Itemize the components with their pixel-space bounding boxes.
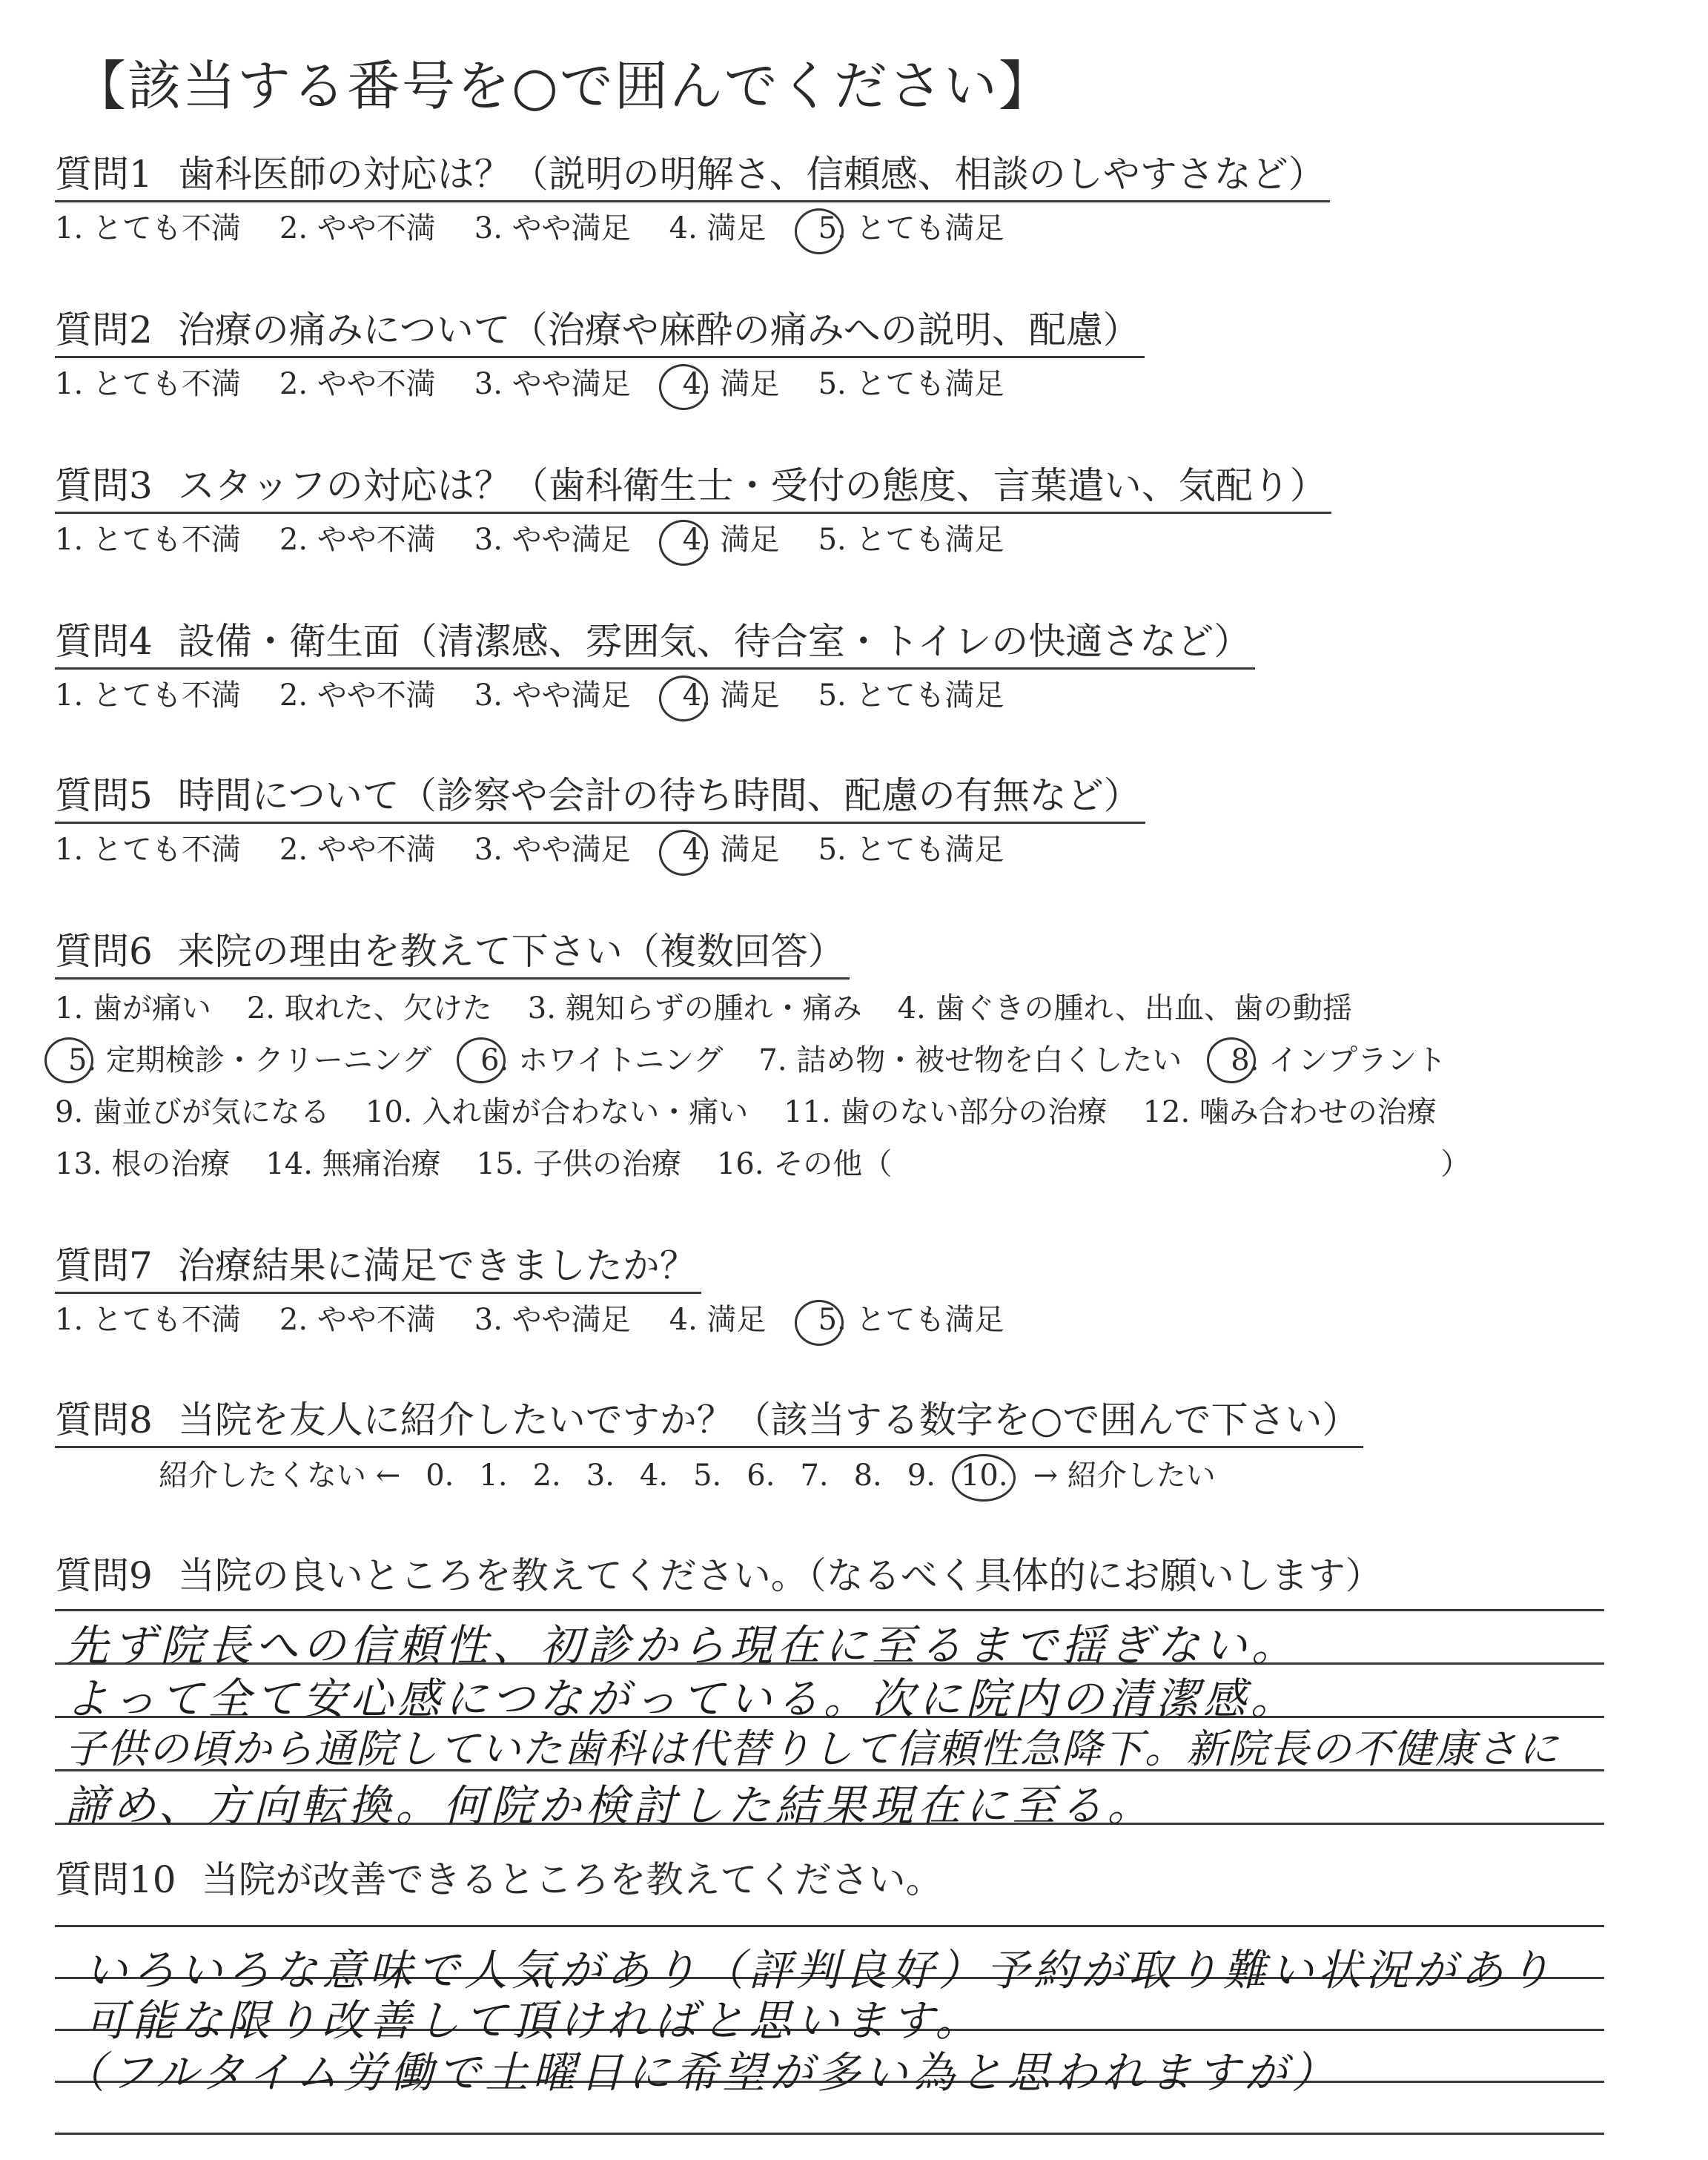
scale-value[interactable]: 9. bbox=[907, 1459, 936, 1493]
option[interactable]: 10. 入れ歯が合わない・痛い bbox=[365, 1095, 749, 1129]
option[interactable]: 3. やや満足 bbox=[474, 1303, 631, 1337]
ruled-line bbox=[55, 1925, 1604, 1927]
scale-value[interactable]: 7. bbox=[800, 1459, 829, 1493]
handwritten-answer-line: 先ず院長への信頼性、初診から現在に至るまで揺ぎない。 bbox=[65, 1620, 1300, 1671]
scale-value[interactable]: 5. bbox=[693, 1459, 722, 1493]
question-5-options bbox=[55, 827, 1145, 873]
option[interactable]: 2. やや不満 bbox=[279, 367, 436, 401]
option[interactable]: 2. 取れた、欠けた bbox=[246, 991, 492, 1025]
question-3-options bbox=[55, 517, 1331, 563]
paren-close: ） bbox=[1440, 1147, 1471, 1181]
question-6-row-3 bbox=[55, 1086, 1506, 1138]
scale-value[interactable]: 8. bbox=[853, 1459, 882, 1493]
option-selected[interactable]: 5. 定期検診・クリーニング bbox=[68, 1043, 432, 1077]
option[interactable]: 5. とても満足 bbox=[818, 678, 1004, 713]
question-1 bbox=[55, 148, 1330, 251]
question-5-heading: 質問5 時間について（診察や会計の待ち時間、配慮の有無など） bbox=[55, 770, 1145, 824]
question-1-heading: 質問1 歯科医師の対応は？（説明の明解さ、信頼感、相談のしやすさなど） bbox=[55, 148, 1330, 202]
question-7-options bbox=[55, 1297, 1042, 1343]
scale-value[interactable]: 4. bbox=[639, 1459, 669, 1493]
option-other[interactable]: 16. その他（ bbox=[716, 1147, 893, 1181]
option[interactable]: 14. 無痛治療 bbox=[265, 1147, 441, 1181]
question-3-heading: 質問3 スタッフの対応は？（歯科衛生士・受付の態度、言葉遣い、気配り） bbox=[55, 460, 1331, 514]
option[interactable]: 9. 歯並びが気になる bbox=[55, 1095, 330, 1129]
option[interactable]: 7. 詰め物・被せ物を白くしたい bbox=[758, 1043, 1182, 1077]
question-10 bbox=[55, 1854, 947, 1906]
scale-value[interactable]: 6. bbox=[747, 1459, 775, 1493]
question-10-heading: 質問10 当院が改善できるところを教えてください。 bbox=[55, 1858, 943, 1901]
option-selected[interactable]: 6. ホワイトニング bbox=[480, 1043, 724, 1077]
option[interactable]: 1. とても不満 bbox=[55, 523, 241, 557]
option[interactable]: 3. 親知らずの腫れ・痛み bbox=[527, 991, 862, 1025]
option[interactable]: 1. とても不満 bbox=[55, 833, 241, 867]
scale-value[interactable]: 0. bbox=[426, 1459, 454, 1493]
option[interactable]: 3. やや満足 bbox=[474, 833, 631, 867]
question-3 bbox=[55, 460, 1331, 563]
option[interactable]: 4. 歯ぐきの腫れ、出血、歯の動揺 bbox=[897, 991, 1352, 1025]
option[interactable]: 2. やや不満 bbox=[279, 1303, 436, 1337]
question-4-options bbox=[55, 673, 1255, 719]
handwritten-answer-line: いろいろな意味で人気があり（評判良好）予約が取り難い状況があり bbox=[85, 1945, 1556, 1995]
question-1-options bbox=[55, 205, 1330, 251]
page-title: 【該当する番号を○で囲んでください】 bbox=[73, 55, 1053, 117]
option[interactable]: 2. やや不満 bbox=[279, 833, 436, 867]
question-6-row-2 bbox=[55, 1034, 1506, 1086]
option[interactable]: 15. 子供の治療 bbox=[476, 1147, 681, 1181]
question-4 bbox=[55, 615, 1255, 719]
option[interactable]: 5. とても満足 bbox=[818, 523, 1004, 557]
handwritten-answer-line: 諦め、方向転換。何院か検討した結果現在に至る。 bbox=[65, 1780, 1155, 1831]
question-6-heading: 質問6 来院の理由を教えて下さい（複数回答） bbox=[55, 925, 850, 980]
option-selected[interactable]: 8. インプラント bbox=[1231, 1043, 1447, 1077]
option[interactable]: 2. やや不満 bbox=[279, 678, 436, 713]
question-6 bbox=[55, 925, 1506, 1190]
scale-value[interactable]: 2. bbox=[532, 1459, 561, 1493]
option-selected[interactable]: 4. 満足 bbox=[682, 678, 780, 713]
question-2 bbox=[55, 304, 1145, 407]
question-6-row-4 bbox=[55, 1138, 1506, 1190]
option[interactable]: 4. 満足 bbox=[669, 211, 767, 245]
handwritten-answer-line: （フルタイム労働で土曜日に希望が多い為と思われますが） bbox=[62, 2047, 1340, 2098]
question-6-row-1 bbox=[55, 982, 1506, 1034]
scale-value-selected[interactable]: 10. bbox=[961, 1453, 1008, 1499]
handwritten-answer-line: 可能な限り改善して頂ければと思います。 bbox=[85, 1995, 983, 2046]
option[interactable]: 11. 歯のない部分の治療 bbox=[784, 1095, 1108, 1129]
option[interactable]: 1. とても不満 bbox=[55, 367, 241, 401]
option[interactable]: 1. とても不満 bbox=[55, 1303, 241, 1337]
question-2-heading: 質問2 治療の痛みについて（治療や麻酔の痛みへの説明、配慮） bbox=[55, 304, 1145, 358]
scale-value[interactable]: 3. bbox=[586, 1459, 615, 1493]
option-selected[interactable]: 5. とても満足 bbox=[818, 1303, 1004, 1337]
option[interactable]: 1. 歯が痛い bbox=[55, 991, 211, 1025]
option[interactable]: 2. やや不満 bbox=[279, 211, 436, 245]
option[interactable]: 1. とても不満 bbox=[55, 678, 241, 713]
question-8 bbox=[55, 1394, 1363, 1499]
scale-value[interactable]: 1. bbox=[479, 1459, 508, 1493]
option[interactable]: 3. やや満足 bbox=[474, 211, 631, 245]
scale-right-label: → 紹介したい bbox=[1033, 1459, 1216, 1493]
question-4-heading: 質問4 設備・衛生面（清潔感、雰囲気、待合室・トイレの快適さなど） bbox=[55, 615, 1255, 670]
question-5 bbox=[55, 770, 1145, 873]
option[interactable]: 5. とても満足 bbox=[818, 833, 1004, 867]
question-9-heading: 質問9 当院の良いところを教えてください。（なるべく具体的にお願いします） bbox=[55, 1554, 1383, 1597]
option[interactable]: 4. 満足 bbox=[669, 1303, 767, 1337]
option-selected[interactable]: 4. 満足 bbox=[682, 833, 780, 867]
option[interactable]: 3. やや満足 bbox=[474, 523, 631, 557]
recommend-scale bbox=[159, 1453, 1363, 1499]
handwritten-answer-line: 子供の頃から通院していた歯科は代替りして信頼性急降下。新院長の不健康さに bbox=[65, 1725, 1560, 1772]
option[interactable]: 3. やや満足 bbox=[474, 367, 631, 401]
ruled-line bbox=[55, 2133, 1604, 2135]
option-selected[interactable]: 4. 満足 bbox=[682, 523, 780, 557]
scale-left-label: 紹介したくない ← bbox=[159, 1459, 401, 1493]
handwritten-answer-line: よって全て安心感につながっている。次に院内の清潔感。 bbox=[65, 1674, 1298, 1724]
question-2-options bbox=[55, 361, 1145, 407]
option[interactable]: 1. とても不満 bbox=[55, 211, 241, 245]
option-selected[interactable]: 4. 満足 bbox=[682, 367, 780, 401]
question-8-heading: 質問8 当院を友人に紹介したいですか？（該当する数字を○で囲んで下さい） bbox=[55, 1394, 1363, 1448]
option[interactable]: 13. 根の治療 bbox=[55, 1147, 231, 1181]
option[interactable]: 12. 噛み合わせの治療 bbox=[1142, 1095, 1437, 1129]
question-9 bbox=[55, 1550, 1387, 1602]
question-7 bbox=[55, 1240, 1042, 1343]
option[interactable]: 3. やや満足 bbox=[474, 678, 631, 713]
option-selected[interactable]: 5. とても満足 bbox=[818, 211, 1004, 245]
question-7-heading: 質問7 治療結果に満足できましたか？ bbox=[55, 1240, 701, 1294]
option[interactable]: 5. とても満足 bbox=[818, 367, 1004, 401]
option[interactable]: 2. やや不満 bbox=[279, 523, 436, 557]
